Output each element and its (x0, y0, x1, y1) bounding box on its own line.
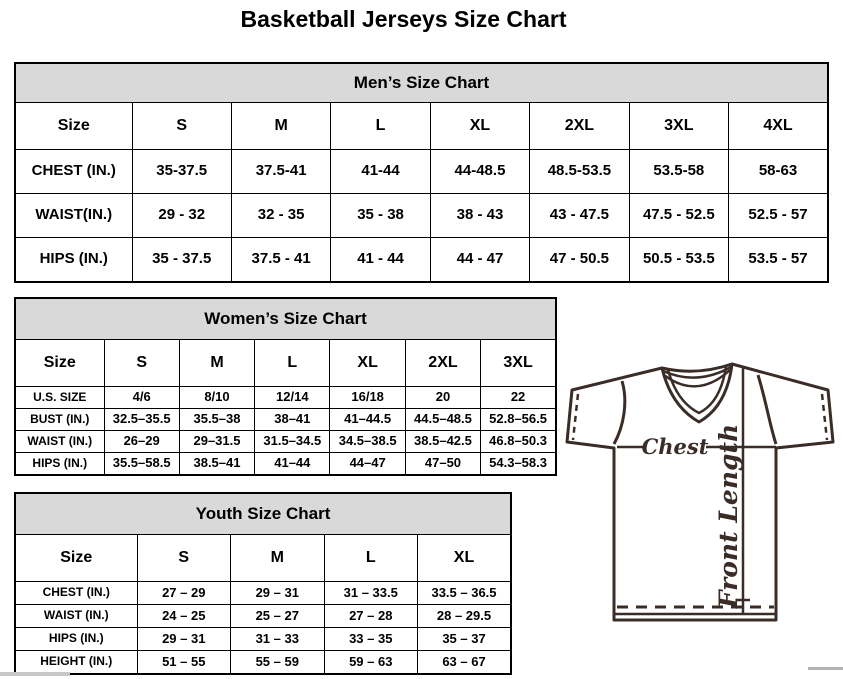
column-header: L (324, 535, 418, 582)
size-cell: 51 – 55 (137, 651, 231, 675)
size-cell: 47 - 50.5 (530, 238, 629, 283)
size-cell: 48.5-53.5 (530, 150, 629, 194)
size-cell: 31.5–34.5 (255, 431, 330, 453)
row-label: U.S. SIZE (15, 387, 104, 409)
horizontal-scrollbar-fragment[interactable] (0, 672, 70, 676)
size-cell: 31 – 33 (231, 628, 325, 651)
size-cell: 27 – 28 (324, 605, 418, 628)
column-header: Size (15, 103, 132, 150)
column-header: M (179, 340, 254, 387)
column-header: 4XL (729, 103, 828, 150)
table-title: Women’s Size Chart (15, 298, 556, 340)
size-cell: 38 - 43 (430, 194, 529, 238)
table-title: Men’s Size Chart (15, 63, 828, 103)
row-label: HEIGHT (IN.) (15, 651, 137, 675)
column-header: Size (15, 340, 104, 387)
size-table (14, 297, 557, 476)
size-cell: 43 - 47.5 (530, 194, 629, 238)
column-header: 3XL (481, 340, 556, 387)
size-cell: 35 - 38 (331, 194, 430, 238)
size-cell: 37.5 - 41 (231, 238, 330, 283)
column-header: XL (418, 535, 512, 582)
size-cell: 8/10 (179, 387, 254, 409)
chest-label: Chest (641, 434, 709, 459)
size-cell: 35 – 37 (418, 628, 512, 651)
size-cell: 41-44 (331, 150, 430, 194)
size-cell: 35-37.5 (132, 150, 231, 194)
size-cell: 35.5–38 (179, 409, 254, 431)
size-cell: 22 (481, 387, 556, 409)
size-cell: 35 - 37.5 (132, 238, 231, 283)
size-cell: 25 – 27 (231, 605, 325, 628)
size-cell: 54.3–58.3 (481, 453, 556, 476)
womens-size-chart-table (14, 297, 557, 470)
column-header: M (231, 103, 330, 150)
size-cell: 29 – 31 (137, 628, 231, 651)
size-cell: 29 - 32 (132, 194, 231, 238)
size-cell: 28 – 29.5 (418, 605, 512, 628)
size-cell: 41–44 (255, 453, 330, 476)
size-cell: 53.5-58 (629, 150, 728, 194)
size-cell: 44.5–48.5 (405, 409, 480, 431)
size-cell: 12/14 (255, 387, 330, 409)
size-cell: 50.5 - 53.5 (629, 238, 728, 283)
column-header: S (132, 103, 231, 150)
row-label: HIPS (IN.) (15, 628, 137, 651)
front-length-label: Front Length (714, 423, 743, 609)
size-cell: 32.5–35.5 (104, 409, 179, 431)
size-cell: 47.5 - 52.5 (629, 194, 728, 238)
size-cell: 55 – 59 (231, 651, 325, 675)
size-cell: 52.8–56.5 (481, 409, 556, 431)
column-header: XL (430, 103, 529, 150)
size-cell: 29–31.5 (179, 431, 254, 453)
row-label: HIPS (IN.) (15, 453, 104, 476)
column-header: L (255, 340, 330, 387)
size-cell: 33.5 – 36.5 (418, 582, 512, 605)
size-cell: 47–50 (405, 453, 480, 476)
size-cell: 41–44.5 (330, 409, 405, 431)
column-header: 2XL (530, 103, 629, 150)
size-cell: 44-48.5 (430, 150, 529, 194)
size-cell: 27 – 29 (137, 582, 231, 605)
size-table (14, 492, 512, 675)
jersey-outline-shape (567, 364, 833, 620)
row-label: BUST (IN.) (15, 409, 104, 431)
column-header: L (331, 103, 430, 150)
column-header: XL (330, 340, 405, 387)
column-header: 2XL (405, 340, 480, 387)
size-cell: 53.5 - 57 (729, 238, 828, 283)
table-title: Youth Size Chart (15, 493, 511, 535)
column-header: S (104, 340, 179, 387)
size-cell: 32 - 35 (231, 194, 330, 238)
row-label: WAIST (IN.) (15, 605, 137, 628)
column-header: S (137, 535, 231, 582)
size-cell: 38–41 (255, 409, 330, 431)
row-label: WAIST (IN.) (15, 431, 104, 453)
size-cell: 4/6 (104, 387, 179, 409)
size-cell: 31 – 33.5 (324, 582, 418, 605)
size-cell: 52.5 - 57 (729, 194, 828, 238)
row-label: CHEST (IN.) (15, 150, 132, 194)
size-cell: 46.8–50.3 (481, 431, 556, 453)
size-cell: 38.5–42.5 (405, 431, 480, 453)
size-cell: 38.5–41 (179, 453, 254, 476)
jersey-measurement-diagram (556, 356, 843, 628)
horizontal-scrollbar-fragment[interactable] (808, 667, 843, 670)
size-cell: 44–47 (330, 453, 405, 476)
youth-size-chart-table (14, 492, 512, 670)
column-header: 3XL (629, 103, 728, 150)
size-cell: 29 – 31 (231, 582, 325, 605)
mens-size-chart-table (14, 62, 829, 276)
size-cell: 26–29 (104, 431, 179, 453)
size-cell: 33 – 35 (324, 628, 418, 651)
size-cell: 44 - 47 (430, 238, 529, 283)
size-cell: 24 – 25 (137, 605, 231, 628)
size-cell: 37.5-41 (231, 150, 330, 194)
size-cell: 58-63 (729, 150, 828, 194)
row-label: HIPS (IN.) (15, 238, 132, 283)
size-cell: 41 - 44 (331, 238, 430, 283)
size-cell: 59 – 63 (324, 651, 418, 675)
size-cell: 20 (405, 387, 480, 409)
row-label: CHEST (IN.) (15, 582, 137, 605)
size-cell: 16/18 (330, 387, 405, 409)
column-header: Size (15, 535, 137, 582)
size-cell: 63 – 67 (418, 651, 512, 675)
page-title: Basketball Jerseys Size Chart (240, 6, 567, 32)
row-label: WAIST(IN.) (15, 194, 132, 238)
size-table (14, 62, 829, 283)
size-cell: 35.5–58.5 (104, 453, 179, 476)
size-cell: 34.5–38.5 (330, 431, 405, 453)
column-header: M (231, 535, 325, 582)
